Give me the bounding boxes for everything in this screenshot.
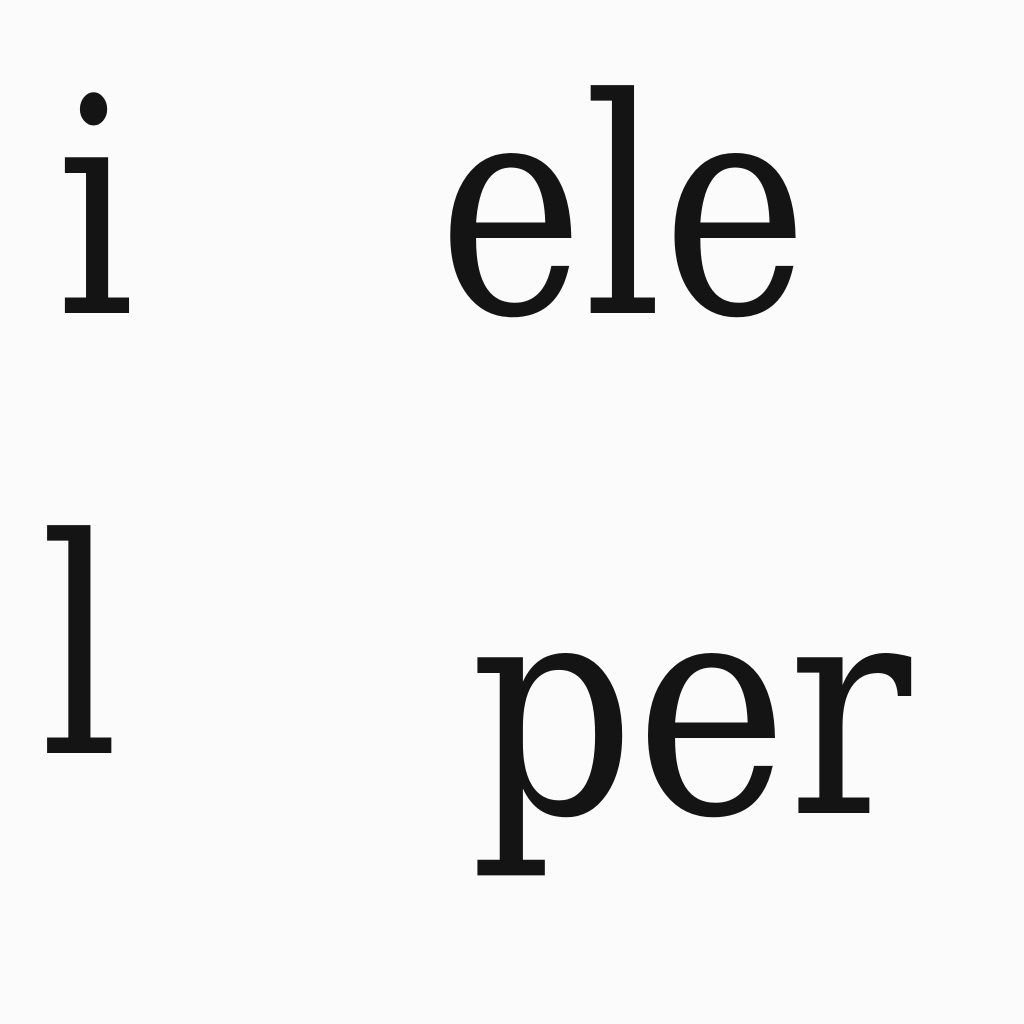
text-line-2-left: l <box>40 475 119 824</box>
text-line-1-right: ele <box>438 35 808 384</box>
text-line-1-left: i <box>56 35 135 384</box>
text-line-2-right: per <box>470 535 912 884</box>
